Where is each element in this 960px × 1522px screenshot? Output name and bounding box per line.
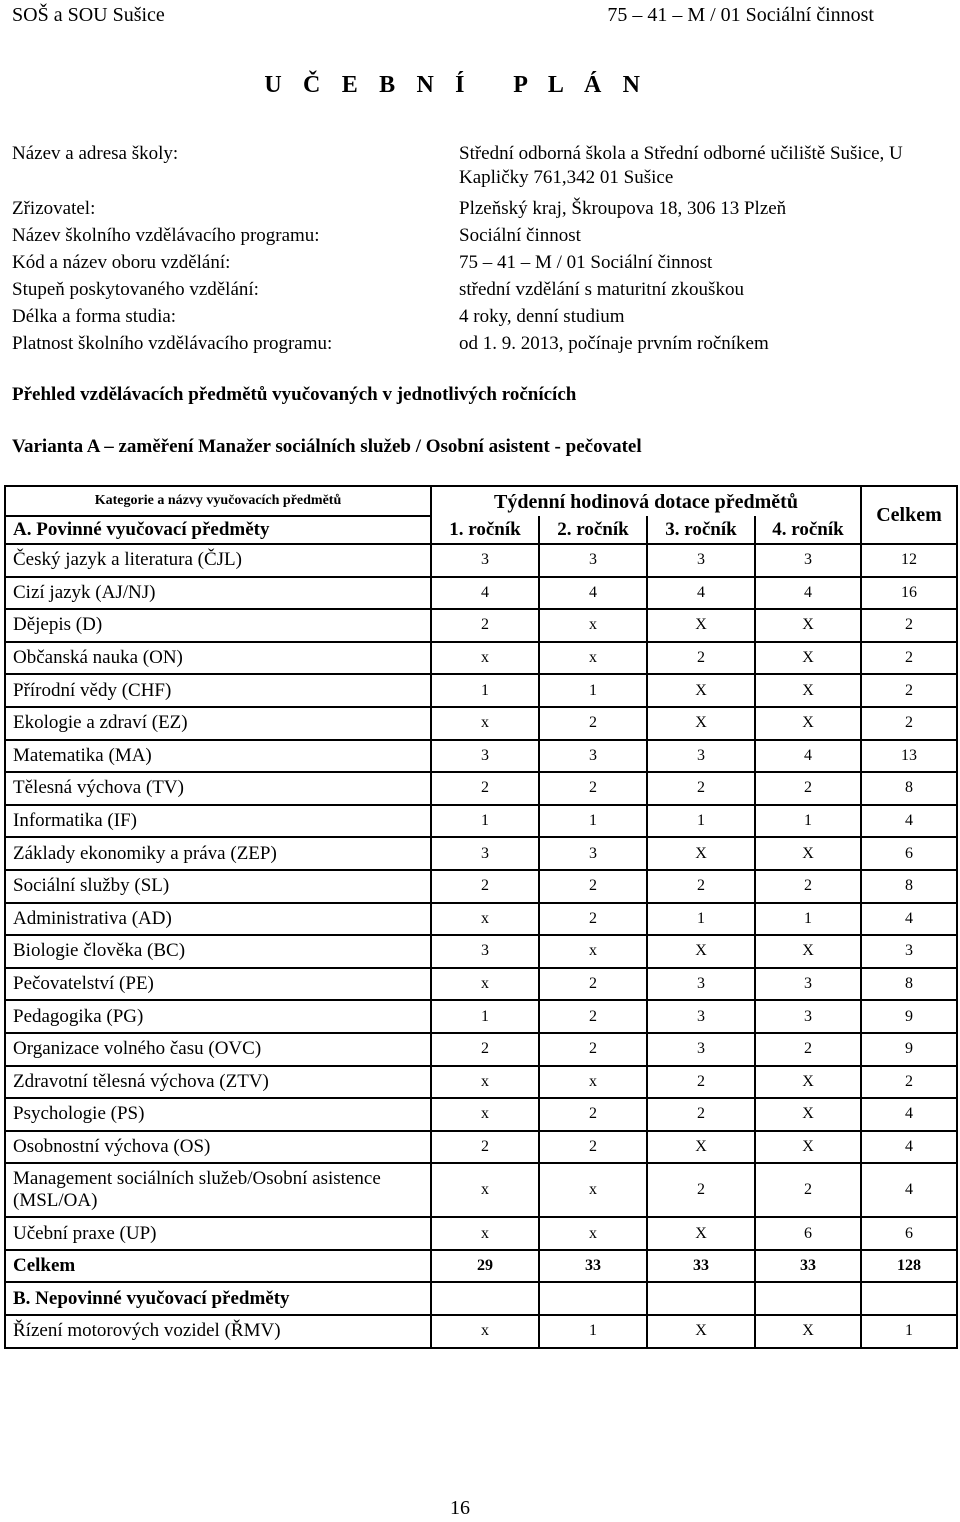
hours-cell: 2 bbox=[539, 1033, 647, 1066]
hours-cell: 3 bbox=[539, 544, 647, 577]
table-row bbox=[5, 1066, 957, 1099]
table-row bbox=[5, 740, 957, 773]
hours-cell: 2 bbox=[431, 1033, 539, 1066]
subject-name: Celkem bbox=[5, 1250, 431, 1283]
hours-cell: 1 bbox=[431, 674, 539, 707]
table-row bbox=[5, 968, 957, 1001]
hours-cell: 1 bbox=[755, 805, 861, 838]
info-value: od 1. 9. 2013, počínaje prvním ročníkem bbox=[459, 333, 769, 354]
table-row bbox=[5, 544, 957, 577]
hours-cell: 2 bbox=[431, 772, 539, 805]
category-header: Kategorie a názvy vyučovacích předmětů bbox=[5, 486, 431, 516]
hours-cell: 3 bbox=[755, 544, 861, 577]
empty-cell bbox=[647, 1282, 755, 1315]
hours-cell: x bbox=[539, 609, 647, 642]
hours-cell: x bbox=[431, 1163, 539, 1217]
info-value: Plzeňský kraj, Škroupova 18, 306 13 Plzeň bbox=[459, 198, 787, 219]
info-label: Název školního vzdělávacího programu: bbox=[12, 225, 320, 246]
hours-cell: 4 bbox=[647, 577, 755, 610]
subject-name: Zdravotní tělesná výchova (ZTV) bbox=[5, 1066, 431, 1099]
hours-cell: 4 bbox=[539, 577, 647, 610]
sum-row bbox=[5, 1250, 957, 1283]
table-row bbox=[5, 772, 957, 805]
table-row bbox=[5, 935, 957, 968]
hours-cell: 2 bbox=[431, 1131, 539, 1164]
hours-cell: 2 bbox=[539, 1098, 647, 1131]
header-program: 75 – 41 – M / 01 Sociální činnost bbox=[607, 4, 874, 26]
total-cell: 8 bbox=[861, 870, 957, 903]
empty-cell bbox=[755, 1282, 861, 1315]
hours-cell: 2 bbox=[539, 772, 647, 805]
table-row bbox=[5, 674, 957, 707]
total-cell: 3 bbox=[861, 935, 957, 968]
info-label: Zřizovatel: bbox=[12, 198, 96, 219]
hours-cell: X bbox=[755, 674, 861, 707]
hours-cell: 6 bbox=[755, 1217, 861, 1250]
table-row bbox=[5, 707, 957, 740]
hours-cell: x bbox=[539, 935, 647, 968]
info-label: Kód a název oboru vzdělání: bbox=[12, 252, 231, 273]
hours-cell: 3 bbox=[647, 740, 755, 773]
hours-cell: x bbox=[539, 642, 647, 675]
subject-name: Občanská nauka (ON) bbox=[5, 642, 431, 675]
table-row bbox=[5, 577, 957, 610]
total-cell: 2 bbox=[861, 1066, 957, 1099]
hours-cell: 4 bbox=[755, 740, 861, 773]
info-label: Název a adresa školy: bbox=[12, 143, 179, 164]
header-school: SOŠ a SOU Sušice bbox=[12, 4, 165, 26]
empty-cell bbox=[431, 1282, 539, 1315]
total-cell: 4 bbox=[861, 1131, 957, 1164]
info-value: Střední odborná škola a Střední odborné učiliště Sušice, U Kapličky 761,342 01 Sušice bbox=[459, 143, 903, 188]
total-cell: 4 bbox=[861, 1163, 957, 1217]
table-row bbox=[5, 1033, 957, 1066]
total-cell: 8 bbox=[861, 968, 957, 1001]
subject-name: Matematika (MA) bbox=[5, 740, 431, 773]
subject-name: Sociální služby (SL) bbox=[5, 870, 431, 903]
hours-cell: 3 bbox=[431, 837, 539, 870]
table-row bbox=[5, 1163, 957, 1217]
year-header: 3. ročník bbox=[647, 516, 755, 544]
info-label: Stupeň poskytovaného vzdělání: bbox=[12, 279, 259, 300]
section-title: Přehled vzdělávacích předmětů vyučovaných v jednotlivých ročnících bbox=[12, 384, 577, 405]
hours-cell: 2 bbox=[647, 870, 755, 903]
hours-cell: 2 bbox=[647, 1066, 755, 1099]
total-cell: 8 bbox=[861, 772, 957, 805]
hours-cell: 1 bbox=[755, 903, 861, 936]
hours-cell: 33 bbox=[755, 1250, 861, 1283]
hours-cell: X bbox=[647, 1131, 755, 1164]
hours-cell: X bbox=[755, 1131, 861, 1164]
info-value: 75 – 41 – M / 01 Sociální činnost bbox=[459, 252, 713, 273]
hours-cell: 3 bbox=[647, 1033, 755, 1066]
hours-cell: x bbox=[539, 1163, 647, 1217]
total-cell: 2 bbox=[861, 674, 957, 707]
hours-cell: 2 bbox=[755, 870, 861, 903]
hours-cell: 33 bbox=[647, 1250, 755, 1283]
hours-cell: 2 bbox=[539, 968, 647, 1001]
hours-cell: X bbox=[755, 1066, 861, 1099]
hours-cell: 1 bbox=[539, 1315, 647, 1348]
hours-cell: 2 bbox=[647, 1098, 755, 1131]
total-cell: 128 bbox=[861, 1250, 957, 1283]
hours-cell: 2 bbox=[755, 1163, 861, 1217]
total-cell: 9 bbox=[861, 1000, 957, 1033]
subject-name: Administrativa (AD) bbox=[5, 903, 431, 936]
hours-cell: 3 bbox=[647, 968, 755, 1001]
table-row bbox=[5, 870, 957, 903]
optional-row bbox=[5, 1315, 957, 1348]
hours-cell: 2 bbox=[539, 870, 647, 903]
subject-name: Základy ekonomiky a práva (ZEP) bbox=[5, 837, 431, 870]
subject-name: Osobnostní výchova (OS) bbox=[5, 1131, 431, 1164]
hours-cell: x bbox=[539, 1217, 647, 1250]
hours-cell: x bbox=[539, 1066, 647, 1099]
info-value: střední vzdělání s maturitní zkouškou bbox=[459, 279, 744, 300]
hours-cell: 1 bbox=[539, 805, 647, 838]
total-cell: 6 bbox=[861, 1217, 957, 1250]
hours-cell: x bbox=[431, 1217, 539, 1250]
curriculum-table bbox=[4, 485, 958, 1349]
hours-cell: 2 bbox=[755, 1033, 861, 1066]
hours-cell: 33 bbox=[539, 1250, 647, 1283]
table-row bbox=[5, 903, 957, 936]
hours-cell: X bbox=[647, 674, 755, 707]
subject-name: Dějepis (D) bbox=[5, 609, 431, 642]
table-row bbox=[5, 642, 957, 675]
subject-name: Pedagogika (PG) bbox=[5, 1000, 431, 1033]
subject-name: Cizí jazyk (AJ/NJ) bbox=[5, 577, 431, 610]
page-title: U Č E B N Í P L Á N bbox=[264, 72, 648, 98]
table-row bbox=[5, 1000, 957, 1033]
total-cell: 16 bbox=[861, 577, 957, 610]
total-cell: 6 bbox=[861, 837, 957, 870]
subject-name: Tělesná výchova (TV) bbox=[5, 772, 431, 805]
table-row bbox=[5, 1131, 957, 1164]
hours-cell: 4 bbox=[755, 577, 861, 610]
table-row bbox=[5, 1098, 957, 1131]
hours-cell: 1 bbox=[647, 805, 755, 838]
subject-name: Psychologie (PS) bbox=[5, 1098, 431, 1131]
total-cell: 4 bbox=[861, 805, 957, 838]
table-row bbox=[5, 609, 957, 642]
subject-name: Management sociálních služeb/Osobní asistence (MSL/OA) bbox=[5, 1163, 431, 1217]
total-cell: 1 bbox=[861, 1315, 957, 1348]
total-cell: 4 bbox=[861, 1098, 957, 1131]
hours-cell: x bbox=[431, 1098, 539, 1131]
hours-cell: 2 bbox=[539, 1131, 647, 1164]
hours-cell: 2 bbox=[539, 903, 647, 936]
hours-cell: X bbox=[647, 707, 755, 740]
year-header: 1. ročník bbox=[431, 516, 539, 544]
subject-name: Ekologie a zdraví (EZ) bbox=[5, 707, 431, 740]
group-a-heading: A. Povinné vyučovací předměty bbox=[5, 516, 431, 544]
total-cell: 2 bbox=[861, 609, 957, 642]
total-cell: 2 bbox=[861, 642, 957, 675]
hours-cell: 3 bbox=[755, 968, 861, 1001]
hours-cell: 3 bbox=[431, 935, 539, 968]
hours-cell: 3 bbox=[647, 544, 755, 577]
hours-cell: X bbox=[755, 837, 861, 870]
total-cell: 12 bbox=[861, 544, 957, 577]
total-cell: 13 bbox=[861, 740, 957, 773]
hours-cell: X bbox=[755, 935, 861, 968]
total-cell: 4 bbox=[861, 903, 957, 936]
info-value: 4 roky, denní studium bbox=[459, 306, 625, 327]
total-header: Celkem bbox=[861, 486, 957, 544]
subject-name: Učební praxe (UP) bbox=[5, 1217, 431, 1250]
hours-cell: X bbox=[755, 642, 861, 675]
info-label: Délka a forma studia: bbox=[12, 306, 177, 327]
hours-cell: X bbox=[647, 609, 755, 642]
empty-cell bbox=[861, 1282, 957, 1315]
hours-cell: 2 bbox=[431, 609, 539, 642]
hours-cell: 1 bbox=[647, 903, 755, 936]
hours-cell: x bbox=[431, 1315, 539, 1348]
hours-cell: 3 bbox=[647, 1000, 755, 1033]
hours-cell: x bbox=[431, 642, 539, 675]
hours-cell: X bbox=[755, 609, 861, 642]
total-cell: 9 bbox=[861, 1033, 957, 1066]
group-b-heading: B. Nepovinné vyučovací předměty bbox=[5, 1282, 431, 1315]
hours-cell: 3 bbox=[431, 740, 539, 773]
total-cell: 2 bbox=[861, 707, 957, 740]
hours-cell: X bbox=[647, 1217, 755, 1250]
hours-cell: 2 bbox=[647, 1163, 755, 1217]
year-header: 2. ročník bbox=[539, 516, 647, 544]
variant-title: Varianta A – zaměření Manažer sociálních služeb / Osobní asistent - pečovatel bbox=[12, 436, 642, 457]
table-row bbox=[5, 837, 957, 870]
hours-cell: X bbox=[647, 1315, 755, 1348]
subject-name: Pečovatelství (PE) bbox=[5, 968, 431, 1001]
hours-cell: 1 bbox=[539, 674, 647, 707]
hours-cell: X bbox=[755, 707, 861, 740]
subject-name: Přírodní vědy (CHF) bbox=[5, 674, 431, 707]
group-b-row bbox=[5, 1282, 957, 1315]
hours-cell: 3 bbox=[755, 1000, 861, 1033]
hours-cell: 2 bbox=[647, 642, 755, 675]
hours-cell: 4 bbox=[431, 577, 539, 610]
hours-cell: 2 bbox=[539, 1000, 647, 1033]
table-row bbox=[5, 1217, 957, 1250]
hours-cell: x bbox=[431, 968, 539, 1001]
hours-cell: 1 bbox=[431, 1000, 539, 1033]
subject-name: Biologie člověka (BC) bbox=[5, 935, 431, 968]
hours-cell: 29 bbox=[431, 1250, 539, 1283]
hours-cell: X bbox=[647, 935, 755, 968]
info-label: Platnost školního vzdělávacího programu: bbox=[12, 333, 333, 354]
hours-cell: X bbox=[755, 1315, 861, 1348]
weekly-hours-header: Týdenní hodinová dotace předmětů bbox=[431, 486, 861, 516]
hours-cell: 2 bbox=[431, 870, 539, 903]
hours-cell: X bbox=[647, 837, 755, 870]
info-value: Sociální činnost bbox=[459, 225, 581, 246]
hours-cell: 2 bbox=[755, 772, 861, 805]
subject-name: Český jazyk a literatura (ČJL) bbox=[5, 544, 431, 577]
hours-cell: X bbox=[755, 1098, 861, 1131]
hours-cell: 3 bbox=[431, 544, 539, 577]
subject-name: Informatika (IF) bbox=[5, 805, 431, 838]
table-row bbox=[5, 805, 957, 838]
page-number: 16 bbox=[450, 1497, 470, 1519]
hours-cell: x bbox=[431, 903, 539, 936]
hours-cell: x bbox=[431, 1066, 539, 1099]
hours-cell: 3 bbox=[539, 837, 647, 870]
year-header: 4. ročník bbox=[755, 516, 861, 544]
subject-name: Řízení motorových vozidel (ŘMV) bbox=[5, 1315, 431, 1348]
hours-cell: 1 bbox=[431, 805, 539, 838]
hours-cell: 2 bbox=[647, 772, 755, 805]
subject-name: Organizace volného času (OVC) bbox=[5, 1033, 431, 1066]
hours-cell: 3 bbox=[539, 740, 647, 773]
empty-cell bbox=[539, 1282, 647, 1315]
hours-cell: x bbox=[431, 707, 539, 740]
hours-cell: 2 bbox=[539, 707, 647, 740]
